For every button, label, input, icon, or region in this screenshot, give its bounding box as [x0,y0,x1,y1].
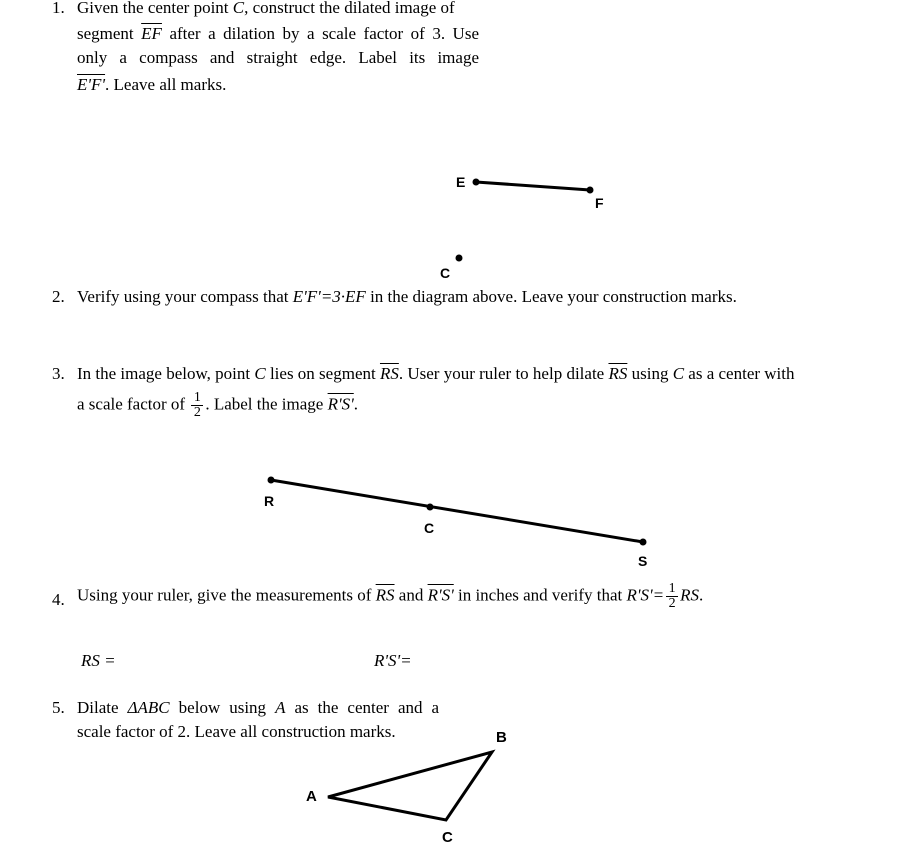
point-c [427,504,434,511]
problem-2-number: 2. [52,287,65,306]
figure-3 [0,460,907,580]
answer-r-prime-s-prime: R'S'= [374,651,412,670]
label-b: B [496,729,507,746]
label-r: R [264,493,275,509]
problem-4-text: Using your ruler, give the measurements of $\overline{RS}$ and R'S' in inches and verify that R'S'= $\frac{1}{2}$ RS. [77,581,704,611]
problem-5-line-2: scale factor of 2. Leave all construction marks. [77,722,396,741]
problem-3-number: 3. [52,364,65,383]
fraction-one-half: $\frac{1}{2}$ [191,391,203,420]
problem-2-text: Verify using your compass that E'F'=3·EF in the diagram above. Leave your construction marks. [77,287,737,306]
point-f [587,187,594,194]
label-c: C [424,520,435,536]
problem-1-line-2: segment $\overline{EF}$ after a dilation by a scale factor of 3. Use [77,24,479,43]
label-e: E [456,174,466,190]
point-e [473,179,480,186]
answer-rs: RS = [81,651,116,670]
figure-1 [0,0,907,300]
problem-3-line-1: In the image below, point C lies on segment $\overline{RS}$. User your ruler to help dilate $\overline{RS}$ using C as a center with [77,364,795,383]
problem-1-line-1: Given the center point C, construct the dilated image of [77,0,455,17]
segment-ef [476,182,590,190]
problem-4-number: 4. [52,590,65,609]
label-s: S [638,553,648,569]
label-f: F [595,195,604,211]
point-r [268,477,275,484]
problem-1-line-3: only a compass and straight edge. Label its image [77,48,479,67]
fraction-one-half: $\frac{1}{2}$ [666,582,678,611]
problem-3-line-2: a scale factor of $\frac{1}{2}$ . Label the image R'S'. [77,390,358,420]
label-c: C [440,265,451,281]
problem-5-line-1: Dilate ΔABC below using A as the center and a [77,698,440,717]
segment-rs [271,480,643,542]
point-c [456,255,463,262]
label-a: A [306,788,317,805]
problem-5-number: 5. [52,698,65,717]
point-s [640,539,647,546]
problem-1-number: 1. [52,0,65,17]
triangle-abc [328,752,492,820]
problem-1-line-4: E'F'. Leave all marks. [77,75,227,94]
figure-5 [0,720,907,863]
label-c: C [442,829,453,846]
